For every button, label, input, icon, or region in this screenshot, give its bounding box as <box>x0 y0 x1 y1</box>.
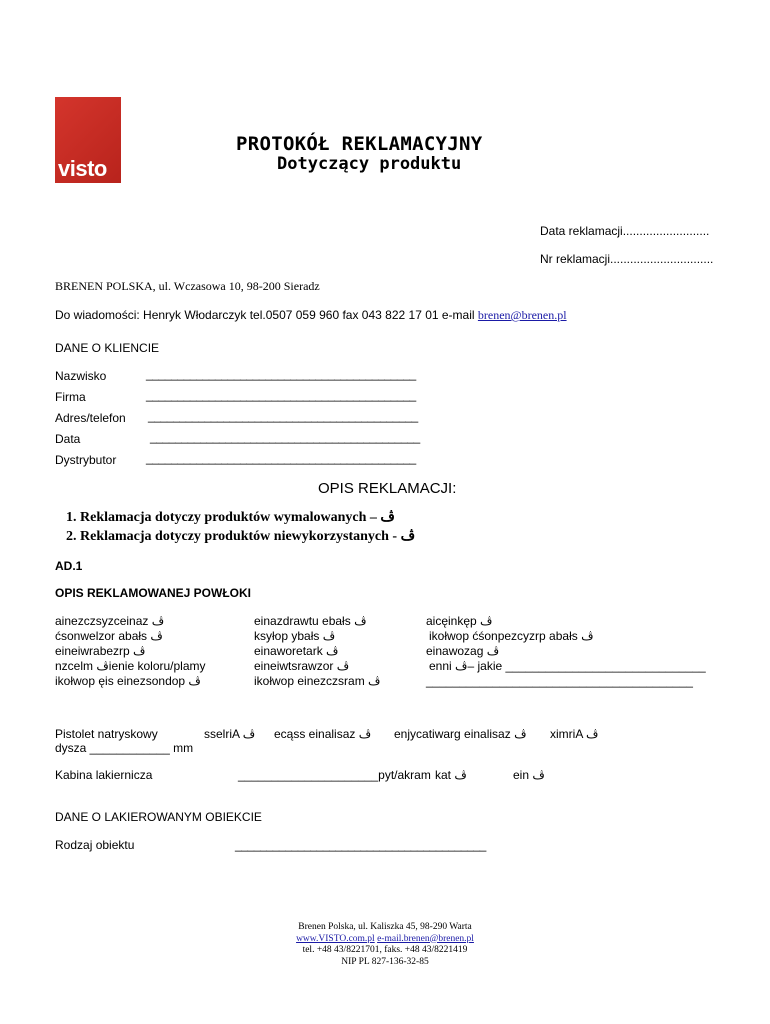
nozzle-size-field[interactable]: dysza ____________ mm <box>55 741 194 755</box>
footer <box>0 922 770 968</box>
defect-option[interactable]: einawozag ڤ <box>426 644 500 658</box>
field-label-adres: Adres/telefon <box>55 411 126 425</box>
footer-address: Brenen Polska, ul. Kaliszka 45, 98-290 Warta <box>298 922 472 932</box>
complaint-number-field[interactable]: Nr reklamacji............................... <box>540 252 714 266</box>
paint-booth-option[interactable]: ein ڤ <box>513 768 545 782</box>
attention-line <box>55 308 567 323</box>
defect-column-1 <box>55 614 206 689</box>
paint-booth-input[interactable]: _____________________pyt/akram <box>238 768 431 782</box>
paint-booth-option[interactable]: kat ڤ <box>435 768 467 782</box>
defect-option[interactable]: ikołwop ęis einezsondop ڤ <box>55 674 201 688</box>
attention-text: Do wiadomości: Henryk Włodarczyk tel.0507 059 960 fax 043 822 17 01 e-mail <box>55 308 478 322</box>
field-label-dystrybutor: Dystrybutor <box>55 453 117 467</box>
footer-phone: tel. +48 43/8221701, faks. +48 43/8221419 <box>302 945 468 955</box>
defect-option[interactable]: aicęinkęp ڤ <box>426 614 493 628</box>
spray-gun-option[interactable]: sselriA ڤ <box>204 727 256 741</box>
spray-gun-option[interactable]: enjycatiwarg einalisaz ڤ <box>394 727 527 741</box>
field-input-adres[interactable]: ___________________________________________ <box>148 409 418 423</box>
spray-gun-option[interactable]: ximriA ڤ <box>550 727 599 741</box>
ad-label: AD.1 <box>55 559 83 573</box>
spray-gun-label: Pistolet natryskowy <box>55 727 158 741</box>
defect-option[interactable]: eineiwrabezrp ڤ <box>55 644 146 658</box>
document-title: PROTOKÓŁ REKLAMACYJNY <box>236 133 483 155</box>
document-subtitle: Dotyczący produktu <box>277 154 462 174</box>
opis-heading: OPIS REKLAMACJI: <box>318 480 457 497</box>
visto-logo <box>55 97 121 183</box>
defect-option[interactable]: ksyłop ybałs ڤ <box>254 629 336 643</box>
client-section-heading: DANE O KLIENCIE <box>55 341 160 355</box>
field-input-nazwisko[interactable]: ___________________________________________ <box>146 367 416 381</box>
defect-other-input[interactable]: enni ڤ– jakie ______________________________ <box>429 659 706 673</box>
footer-links <box>0 934 770 946</box>
defect-option[interactable]: nzcelm ڤienie koloru/plamy <box>55 659 206 673</box>
defect-option[interactable]: einazdrawtu ebałs ڤ <box>254 614 367 628</box>
defect-column-2 <box>254 614 381 689</box>
defect-option[interactable]: einaworetark ڤ <box>254 644 339 658</box>
field-label-nazwisko: Nazwisko <box>55 369 107 383</box>
field-input-dystrybutor[interactable]: ___________________________________________ <box>146 451 416 465</box>
footer-website-link[interactable]: www.VISTO.com.pl <box>296 933 375 944</box>
object-section-heading: DANE O LAKIEROWANYM OBIEKCIE <box>55 810 262 824</box>
defect-option[interactable]: ainezczsyzceinaz ڤ <box>55 614 165 628</box>
claim-type-item[interactable]: 1. Reklamacja dotyczy produktów wymalowanych – ڤ <box>80 508 415 527</box>
claim-type-item[interactable]: 2. Reklamacja dotyczy produktów niewykorzystanych - ڤ <box>80 527 415 546</box>
field-input-firma[interactable]: ___________________________________________ <box>146 388 416 402</box>
company-address: BRENEN POLSKA, ul. Wczasowa 10, 98-200 Sieradz <box>55 279 320 293</box>
object-type-input[interactable]: ________________________________________ <box>235 838 486 852</box>
complaint-date-field[interactable]: Data reklamacji.......................... <box>540 224 710 238</box>
defect-other-line[interactable]: ________________________________________ <box>426 674 693 688</box>
logo-text: visto <box>58 156 107 181</box>
footer-nip: NIP PL 827-136-32-85 <box>341 956 429 967</box>
field-label-firma: Firma <box>55 390 86 404</box>
field-input-data[interactable]: ___________________________________________ <box>150 430 420 444</box>
paint-booth-label: Kabina lakiernicza <box>55 768 153 782</box>
field-label-data: Data <box>55 432 81 446</box>
defect-option[interactable]: ikołwop einezczsram ڤ <box>254 674 381 688</box>
defect-option[interactable]: ikołwop ćśonpezcyzrp abałs ڤ <box>429 629 594 643</box>
contact-email-link[interactable]: brenen@brenen.pl <box>477 308 567 322</box>
defect-option[interactable]: ćsonwelzor abałs ڤ <box>55 629 163 643</box>
footer-email-link[interactable]: e-mail.brenen@brenen.pl <box>377 933 474 944</box>
claim-type-list <box>60 508 415 546</box>
spray-gun-option[interactable]: ecąss einalisaz ڤ <box>274 727 372 741</box>
object-type-label: Rodzaj obiektu <box>55 838 135 852</box>
defect-column-3 <box>426 614 706 689</box>
defect-option[interactable]: eineiwtsrawzor ڤ <box>254 659 350 673</box>
coating-section-title: OPIS REKLAMOWANEJ POWŁOKI <box>55 586 252 600</box>
